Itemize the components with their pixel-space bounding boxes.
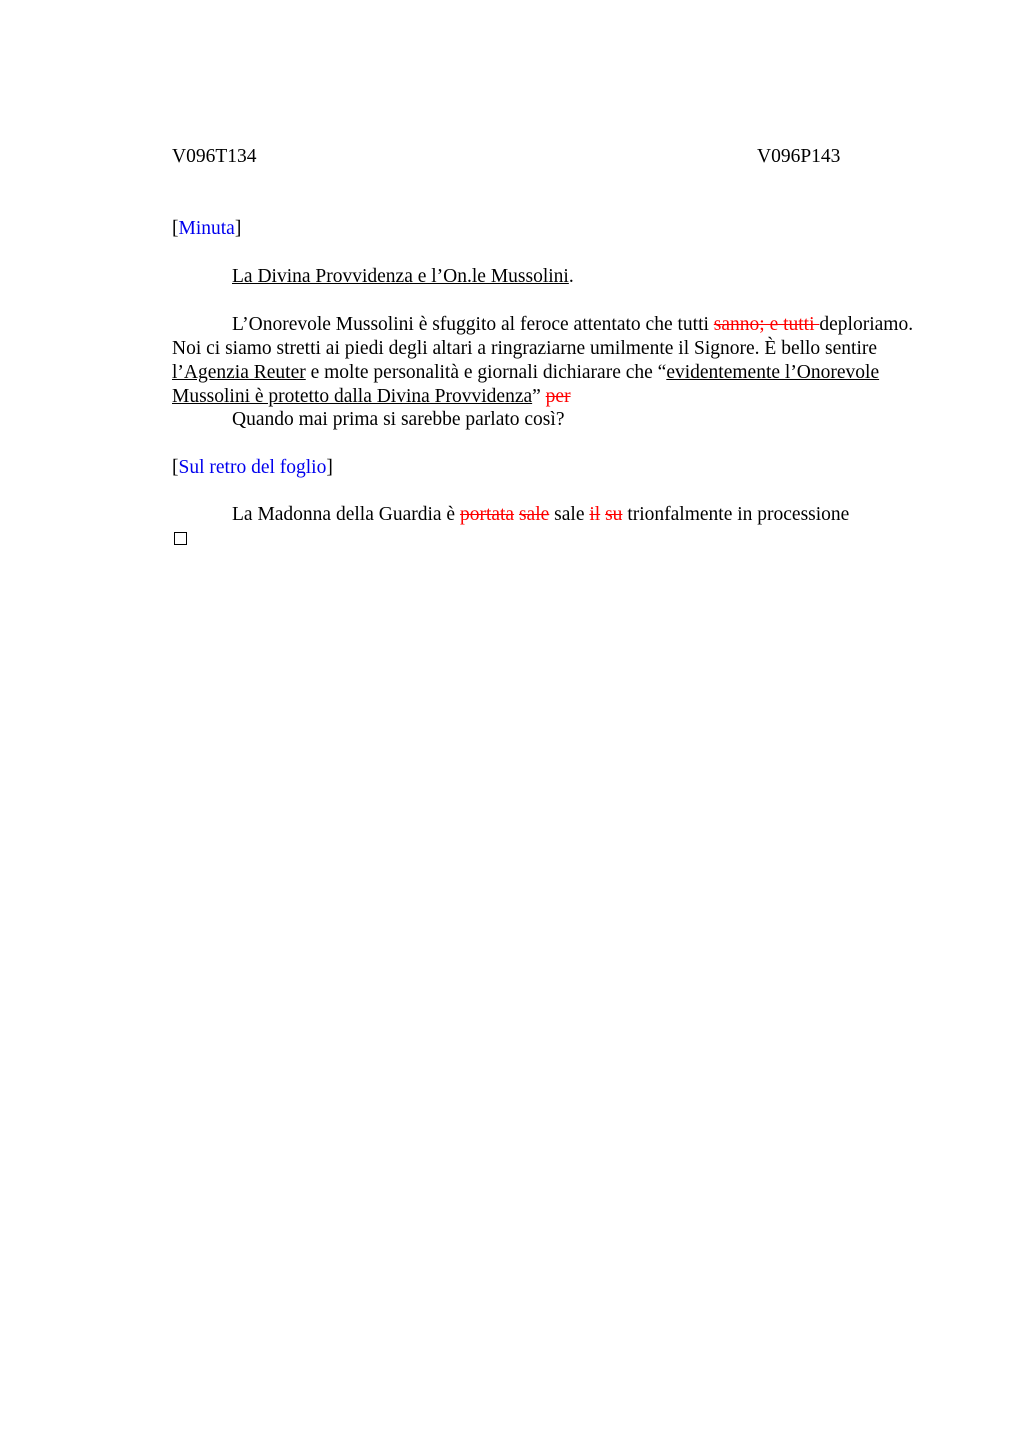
section-label-minuta: [Minuta]: [172, 218, 242, 239]
paragraph-1: [172, 313, 932, 409]
underlined-quote: evidentemente l’Onorevole Mussolini è protetto dalla Divina Provvidenza: [172, 362, 880, 407]
text-run: ”: [532, 386, 546, 407]
editorial-note: Minuta: [178, 218, 235, 239]
deleted-text: sale: [518, 504, 550, 525]
editorial-note: Sul retro del foglio: [178, 457, 327, 478]
checkbox-line: [172, 527, 932, 551]
title-punct: .: [568, 266, 574, 287]
paragraph-3: [172, 503, 932, 527]
document-ref-left: V096T134: [172, 146, 257, 167]
text-run: deploriamo. Noi ci siamo stretti ai piedi degli altari a ringraziarne umilmente il Signore. È bello sentire: [172, 314, 914, 359]
deleted-text: sanno; e tutti: [713, 314, 820, 335]
document-title: [172, 265, 992, 289]
text-run: L’Onorevole Mussolini è sfuggito al feroce attentato che tutti: [232, 314, 714, 335]
deleted-text: portata: [459, 504, 515, 525]
section-label-retro: [Sul retro del foglio]: [172, 457, 333, 478]
deleted-text: su: [605, 504, 623, 525]
deleted-text: per: [545, 386, 571, 407]
checkbox-icon: [174, 532, 187, 545]
paragraph-2: Quando mai prima si sarebbe parlato così?: [232, 409, 565, 430]
text-run: sale: [554, 504, 585, 525]
document-ref-right: V096P143: [757, 146, 841, 167]
text-run: trionfalmente in processione: [627, 504, 850, 525]
title-text: La Divina Provvidenza e l’On.le Mussolini: [232, 266, 569, 287]
underlined-text: l’Agenzia Reuter: [172, 362, 306, 383]
text-run: La Madonna della Guardia è: [232, 504, 460, 525]
deleted-text: il: [589, 504, 601, 525]
text-run: e molte personalità e giornali dichiarare che “: [305, 362, 667, 383]
